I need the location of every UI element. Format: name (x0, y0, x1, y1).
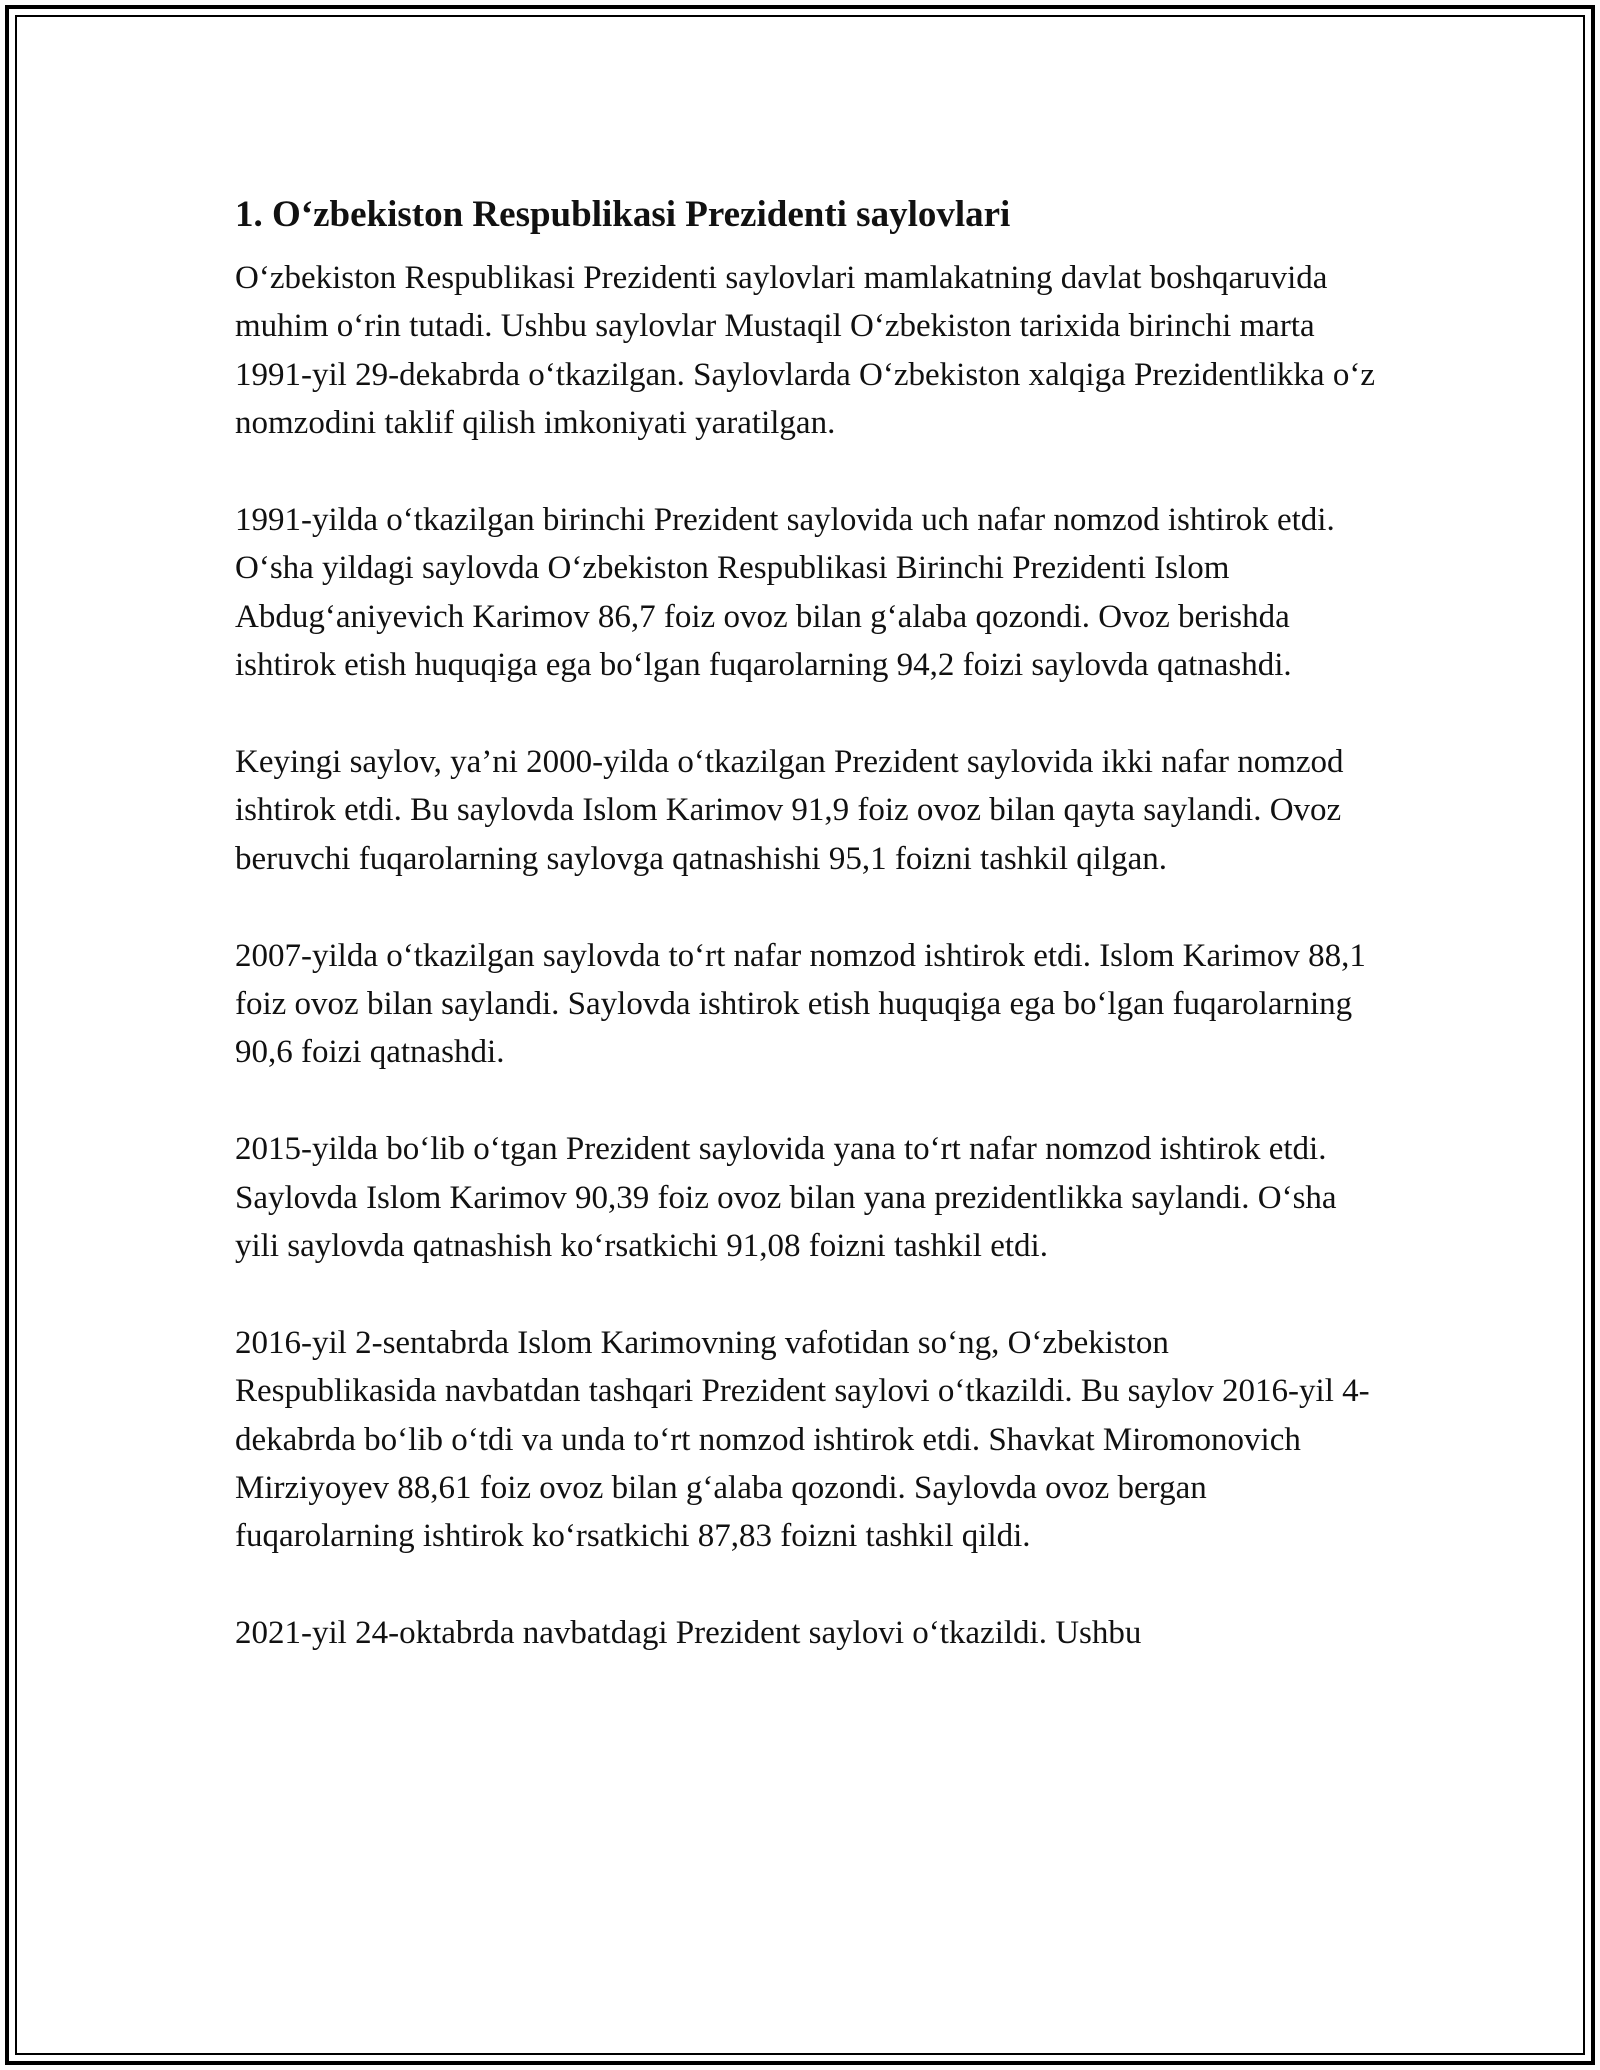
paragraph-1991-election: 1991-yilda o‘tkazilgan birinchi Prezident saylovida uch nafar nomzod ishtirok etdi. O‘sha yildagi saylovda O‘zbekiston Respublikasi Birinchi Prezidenti Islom Abdug‘aniyevich Karimov 86,7 foiz ovoz bilan g‘alaba qozondi. Ovoz berishda ishtirok etish huquqiga ega bo‘lgan fuqarolarning 94,2 foizi saylovda qatnashdi. (235, 502, 1335, 684)
paragraph-2000-election: Keyingi saylov, ya’ni 2000-yilda o‘tkazilgan Prezident saylovida ikki nafar nomzod ishtirok etdi. Bu saylovda Islom Karimov 91,9 foiz ovoz bilan qayta saylandi. Ovoz beruvchi fuqarolarning saylovga qatnashishi 95,1 foizni tashkil qilgan. (235, 744, 1344, 877)
paragraph-2015-election: 2015-yilda bo‘lib o‘tgan Prezident saylovida yana to‘rt nafar nomzod ishtirok etdi. Saylovda Islom Karimov 90,39 foiz ovoz bilan yana prezidentlikka saylandi. O‘sha yili saylovda qatnashish ko‘rsatkichi 91,08 foizni tashkil etdi. (235, 1131, 1337, 1265)
paragraph-2016-election: 2016-yil 2-sentabrda Islom Karimovning vafotidan so‘ng, O‘zbekiston Respublikasida navbatdan tashqari Prezident saylovi o‘tkazildi. Bu saylov 2016-yil 4-dekabrda bo‘lib o‘tdi va unda to‘rt nomzod ishtirok etdi. Shavkat Miromonovich Mirziyoyev 88,61 foiz ovoz bilan g‘alaba qozondi. Saylovda ovoz bergan fuqarolarning ishtirok ko‘rsatkichi 87,83 foizni tashkil qildi. (235, 1324, 1370, 1555)
section-heading: 1. O‘zbekiston Respublikasi Prezidenti saylovlari (235, 194, 1011, 235)
paragraph-2007-election: 2007-yilda o‘tkazilgan saylovda to‘rt nafar nomzod ishtirok etdi. Islom Karimov 88,1 foiz ovoz bilan saylandi. Saylovda ishtirok etish huquqiga ega bo‘lgan fuqarolarning 90,6 foizi qatnashdi. (235, 937, 1366, 1071)
paragraph-2021-election: 2021-yil 24-oktabrda navbatdagi Prezident saylovi o‘tkazildi. Ushbu (235, 1615, 1142, 1652)
document-body (235, 186, 1375, 1658)
paragraph-intro: O‘zbekiston Respublikasi Prezidenti saylovlari mamlakatning davlat boshqaruvida muhim o‘rin tutadi. Ushbu saylovlar Mustaqil O‘zbekiston tarixida birinchi marta 1991-yil 29-dekabrda o‘tkazilgan. Saylovlarda O‘zbekiston xalqiga Prezidentlikka o‘z nomzodini taklif qilish imkoniyati yaratilgan. (235, 260, 1375, 442)
